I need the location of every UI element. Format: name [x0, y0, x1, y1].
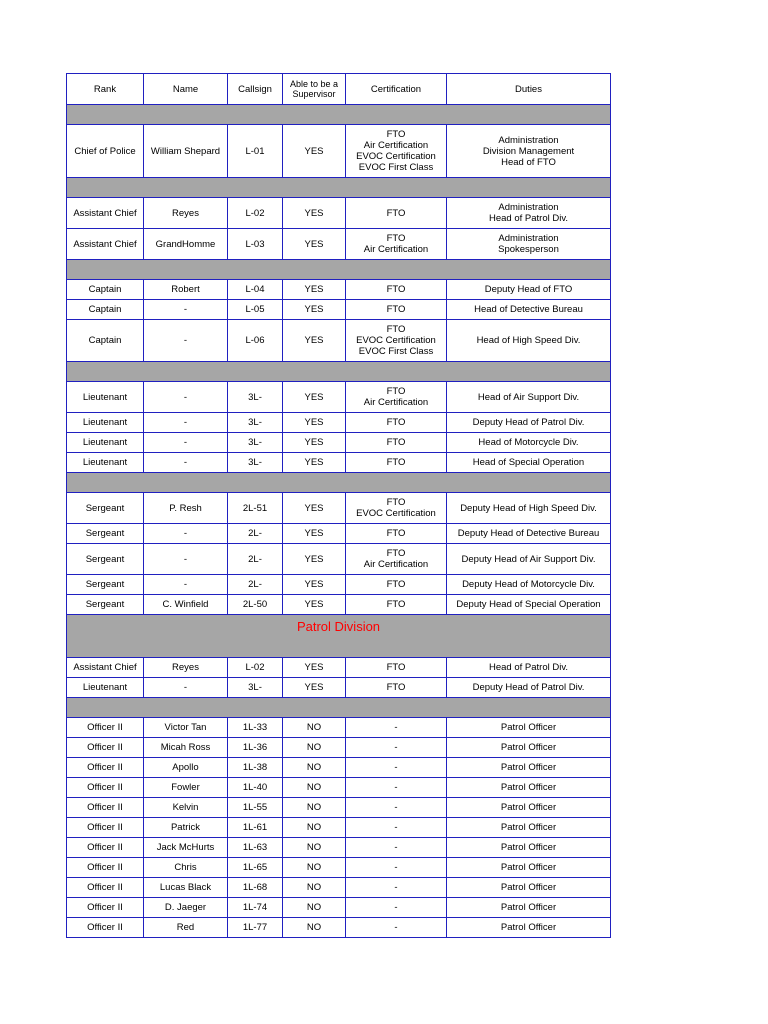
supervisor-cell: YES [283, 678, 346, 698]
rank-cell: Assistant Chief [67, 198, 144, 229]
certification-line: EVOC First Class [358, 346, 434, 357]
duties-cell [447, 300, 611, 320]
supervisor-cell: YES [283, 453, 346, 473]
certification-cell [346, 858, 447, 878]
certification-cell [346, 878, 447, 898]
duties-cell [447, 918, 611, 938]
header-supervisor: Able to be a Supervisor [283, 74, 346, 105]
callsign-cell: L-04 [228, 280, 283, 300]
callsign-cell: 2L- [228, 575, 283, 595]
name-cell: Reyes [144, 198, 228, 229]
certification-cell [346, 453, 447, 473]
name-cell: Patrick [144, 818, 228, 838]
certification-cell [346, 229, 447, 260]
rank-cell: Officer II [67, 798, 144, 818]
callsign-cell: 2L-51 [228, 493, 283, 524]
duties-cell [447, 198, 611, 229]
certification-line: EVOC Certification [356, 151, 436, 162]
supervisor-cell: YES [283, 198, 346, 229]
duties-cell [447, 738, 611, 758]
certification-line: - [394, 922, 398, 933]
duty-line: Head of FTO [501, 156, 556, 168]
callsign-cell: 3L- [228, 678, 283, 698]
duties-cell [447, 778, 611, 798]
certification-cell [346, 524, 447, 544]
separator-cell [67, 473, 611, 493]
certification-line: Air Certification [363, 244, 429, 255]
roster-row [67, 878, 611, 898]
supervisor-cell: YES [283, 320, 346, 362]
roster-row [67, 658, 611, 678]
roster-row [67, 718, 611, 738]
supervisor-cell: NO [283, 878, 346, 898]
certification-line: - [394, 842, 398, 853]
callsign-cell: 3L- [228, 433, 283, 453]
certification-line: Air Certification [363, 140, 429, 151]
duty-line: Deputy Head of Motorcycle Div. [462, 579, 595, 590]
duty-line: Administration [498, 233, 559, 244]
roster-row [67, 738, 611, 758]
division-title-row [67, 615, 611, 658]
duties-cell [447, 413, 611, 433]
callsign-cell: 1L-77 [228, 918, 283, 938]
duty-line: Patrol Officer [500, 902, 557, 913]
duty-line: Deputy Head of Patrol Div. [472, 682, 585, 693]
duty-line: Head of Special Operation [472, 457, 585, 468]
certification-line: - [394, 742, 398, 753]
roster-row [67, 818, 611, 838]
name-cell: D. Jaeger [144, 898, 228, 918]
duties-cell [447, 544, 611, 575]
duties-cell [447, 453, 611, 473]
certification-cell [346, 798, 447, 818]
roster-row [67, 575, 611, 595]
rank-cell: Lieutenant [67, 678, 144, 698]
duties-cell [447, 658, 611, 678]
header-certification: Certification [346, 74, 447, 105]
certification-line: Air Certification [363, 397, 429, 408]
certification-line: FTO [386, 579, 406, 590]
duty-line: Spokesperson [498, 244, 559, 255]
supervisor-cell: YES [283, 382, 346, 413]
certification-cell [346, 198, 447, 229]
separator-cell [67, 105, 611, 125]
certification-line: FTO [386, 548, 406, 559]
duties-cell [447, 433, 611, 453]
separator-cell [67, 260, 611, 280]
name-cell: C. Winfield [144, 595, 228, 615]
callsign-cell: 2L- [228, 524, 283, 544]
supervisor-cell: YES [283, 595, 346, 615]
callsign-cell: 3L- [228, 453, 283, 473]
duties-cell [447, 575, 611, 595]
callsign-cell: 1L-55 [228, 798, 283, 818]
duties-cell [447, 678, 611, 698]
duty-line: Patrol Officer [500, 722, 557, 733]
duties-cell [447, 858, 611, 878]
duty-line: Head of Patrol Div. [488, 213, 569, 224]
name-cell: GrandHomme [144, 229, 228, 260]
certification-cell [346, 320, 447, 362]
duty-line: Deputy Head of Patrol Div. [472, 417, 585, 428]
rank-cell: Officer II [67, 718, 144, 738]
rank-cell: Captain [67, 300, 144, 320]
callsign-cell: 3L- [228, 413, 283, 433]
duty-line: Deputy Head of Detective Bureau [457, 528, 600, 539]
separator-cell [67, 362, 611, 382]
roster-row [67, 918, 611, 938]
duties-cell [447, 524, 611, 544]
callsign-cell: 1L-40 [228, 778, 283, 798]
roster-row [67, 300, 611, 320]
certification-line: - [394, 802, 398, 813]
section-separator-row [67, 698, 611, 718]
supervisor-cell: YES [283, 493, 346, 524]
certification-cell [346, 678, 447, 698]
roster-row [67, 229, 611, 260]
certification-cell [346, 413, 447, 433]
callsign-cell: 1L-63 [228, 838, 283, 858]
certification-line: FTO [386, 324, 406, 335]
duties-cell [447, 718, 611, 738]
supervisor-cell: NO [283, 738, 346, 758]
rank-cell: Sergeant [67, 544, 144, 575]
certification-cell [346, 718, 447, 738]
supervisor-cell: NO [283, 798, 346, 818]
duty-line: Patrol Officer [500, 742, 557, 753]
rank-cell: Officer II [67, 738, 144, 758]
duty-line: Patrol Officer [500, 862, 557, 873]
rank-cell: Lieutenant [67, 382, 144, 413]
duties-cell [447, 320, 611, 362]
supervisor-cell: YES [283, 413, 346, 433]
duty-line: Patrol Officer [500, 762, 557, 773]
duty-line: Patrol Officer [500, 802, 557, 813]
roster-row [67, 493, 611, 524]
supervisor-cell: YES [283, 280, 346, 300]
division-title: Patrol Division [67, 615, 611, 658]
name-cell: P. Resh [144, 493, 228, 524]
callsign-cell: L-05 [228, 300, 283, 320]
certification-cell [346, 658, 447, 678]
supervisor-cell: NO [283, 718, 346, 738]
duty-line: Administration [498, 134, 559, 146]
callsign-cell: L-02 [228, 658, 283, 678]
certification-line: FTO [386, 682, 406, 693]
certification-line: FTO [386, 233, 406, 244]
certification-line: FTO [386, 662, 406, 673]
certification-line: FTO [386, 207, 406, 219]
name-cell: - [144, 544, 228, 575]
certification-line: EVOC First Class [358, 162, 434, 173]
name-cell: Apollo [144, 758, 228, 778]
name-cell: - [144, 300, 228, 320]
certification-cell [346, 280, 447, 300]
duties-cell [447, 758, 611, 778]
duties-cell [447, 229, 611, 260]
header-rank: Rank [67, 74, 144, 105]
rank-cell: Captain [67, 320, 144, 362]
roster-table [66, 73, 611, 938]
certification-line: FTO [386, 457, 406, 468]
callsign-cell: L-06 [228, 320, 283, 362]
certification-line: - [394, 762, 398, 773]
name-cell: - [144, 678, 228, 698]
name-cell: - [144, 413, 228, 433]
rank-cell: Officer II [67, 878, 144, 898]
roster-row [67, 280, 611, 300]
name-cell: - [144, 433, 228, 453]
supervisor-cell: NO [283, 858, 346, 878]
duties-cell [447, 838, 611, 858]
duty-line: Deputy Head of Air Support Div. [461, 553, 596, 565]
certification-cell [346, 898, 447, 918]
callsign-cell: L-01 [228, 125, 283, 178]
certification-line: - [394, 882, 398, 893]
rank-cell: Officer II [67, 778, 144, 798]
rank-cell: Sergeant [67, 493, 144, 524]
name-cell: Reyes [144, 658, 228, 678]
certification-line: FTO [386, 417, 406, 428]
rank-cell: Lieutenant [67, 433, 144, 453]
name-cell: - [144, 382, 228, 413]
certification-cell [346, 382, 447, 413]
rank-cell: Officer II [67, 918, 144, 938]
callsign-cell: L-02 [228, 198, 283, 229]
name-cell: Micah Ross [144, 738, 228, 758]
name-cell: Chris [144, 858, 228, 878]
duty-line: Head of Air Support Div. [477, 391, 580, 403]
duty-line: Administration [498, 202, 559, 213]
section-separator-row [67, 473, 611, 493]
roster-row [67, 125, 611, 178]
duty-line: Deputy Head of FTO [484, 284, 573, 295]
certification-cell [346, 838, 447, 858]
rank-cell: Sergeant [67, 524, 144, 544]
certification-line: FTO [386, 497, 406, 508]
certification-line: - [394, 902, 398, 913]
duty-line: Patrol Officer [500, 922, 557, 933]
callsign-cell: 2L-50 [228, 595, 283, 615]
certification-line: - [394, 822, 398, 833]
roster-row [67, 320, 611, 362]
supervisor-cell: YES [283, 524, 346, 544]
certification-cell [346, 778, 447, 798]
section-separator-row [67, 260, 611, 280]
callsign-cell: 1L-38 [228, 758, 283, 778]
rank-cell: Officer II [67, 758, 144, 778]
callsign-cell: 3L- [228, 382, 283, 413]
certification-line: FTO [386, 284, 406, 295]
duties-cell [447, 382, 611, 413]
name-cell: Kelvin [144, 798, 228, 818]
certification-line: - [394, 862, 398, 873]
duty-line: Deputy Head of High Speed Div. [460, 502, 597, 514]
certification-line: Air Certification [363, 559, 429, 570]
duties-cell [447, 280, 611, 300]
name-cell: Robert [144, 280, 228, 300]
roster-row [67, 382, 611, 413]
certification-cell [346, 300, 447, 320]
roster-row [67, 838, 611, 858]
certification-line: FTO [386, 129, 406, 140]
certification-line: FTO [386, 528, 406, 539]
rank-cell: Lieutenant [67, 413, 144, 433]
roster-row [67, 798, 611, 818]
rank-cell: Officer II [67, 818, 144, 838]
rank-cell: Chief of Police [67, 125, 144, 178]
rank-cell: Assistant Chief [67, 229, 144, 260]
supervisor-cell: NO [283, 918, 346, 938]
supervisor-cell: NO [283, 838, 346, 858]
roster-row [67, 198, 611, 229]
duties-cell [447, 125, 611, 178]
certification-line: EVOC Certification [356, 508, 436, 519]
callsign-cell: 1L-68 [228, 878, 283, 898]
certification-cell [346, 575, 447, 595]
roster-row [67, 858, 611, 878]
certification-line: - [394, 722, 398, 733]
name-cell: - [144, 575, 228, 595]
name-cell: - [144, 320, 228, 362]
duties-cell [447, 493, 611, 524]
section-separator-row [67, 105, 611, 125]
name-cell: - [144, 524, 228, 544]
name-cell: Lucas Black [144, 878, 228, 898]
rank-cell: Officer II [67, 898, 144, 918]
duty-line: Patrol Officer [500, 842, 557, 853]
supervisor-cell: YES [283, 433, 346, 453]
certification-line: FTO [386, 386, 406, 397]
rank-cell: Sergeant [67, 595, 144, 615]
name-cell: - [144, 453, 228, 473]
certification-line: EVOC Certification [356, 335, 436, 346]
roster-row [67, 433, 611, 453]
roster-row [67, 678, 611, 698]
callsign-cell: 2L- [228, 544, 283, 575]
duties-cell [447, 798, 611, 818]
certification-cell [346, 758, 447, 778]
section-separator-row [67, 178, 611, 198]
callsign-cell: 1L-61 [228, 818, 283, 838]
certification-cell [346, 738, 447, 758]
duties-cell [447, 898, 611, 918]
certification-cell [346, 595, 447, 615]
duty-line: Head of Patrol Div. [488, 662, 569, 673]
supervisor-cell: YES [283, 125, 346, 178]
header-duties: Duties [447, 74, 611, 105]
separator-cell [67, 178, 611, 198]
roster-row [67, 778, 611, 798]
duties-cell [447, 595, 611, 615]
certification-line: FTO [386, 304, 406, 315]
callsign-cell: 1L-33 [228, 718, 283, 738]
certification-cell [346, 544, 447, 575]
callsign-cell: 1L-74 [228, 898, 283, 918]
rank-cell: Captain [67, 280, 144, 300]
supervisor-cell: NO [283, 898, 346, 918]
certification-line: - [394, 782, 398, 793]
name-cell: Red [144, 918, 228, 938]
callsign-cell: L-03 [228, 229, 283, 260]
roster-body [67, 74, 611, 938]
certification-cell [346, 818, 447, 838]
duty-line: Patrol Officer [500, 782, 557, 793]
supervisor-cell: YES [283, 658, 346, 678]
name-cell: Victor Tan [144, 718, 228, 738]
duty-line: Deputy Head of Special Operation [456, 599, 601, 610]
supervisor-cell: YES [283, 544, 346, 575]
section-separator-row [67, 362, 611, 382]
duty-line: Head of Detective Bureau [474, 304, 583, 315]
certification-cell [346, 125, 447, 178]
supervisor-cell: NO [283, 818, 346, 838]
supervisor-cell: YES [283, 575, 346, 595]
supervisor-cell: YES [283, 300, 346, 320]
callsign-cell: 1L-65 [228, 858, 283, 878]
header-name: Name [144, 74, 228, 105]
rank-cell: Sergeant [67, 575, 144, 595]
callsign-cell: 1L-36 [228, 738, 283, 758]
duty-line: Patrol Officer [500, 882, 557, 893]
rank-cell: Assistant Chief [67, 658, 144, 678]
separator-cell [67, 698, 611, 718]
roster-row [67, 595, 611, 615]
name-cell: Jack McHurts [144, 838, 228, 858]
certification-line: FTO [386, 599, 406, 610]
certification-cell [346, 433, 447, 453]
supervisor-cell: NO [283, 778, 346, 798]
rank-cell: Officer II [67, 838, 144, 858]
rank-cell: Officer II [67, 858, 144, 878]
certification-line: FTO [386, 437, 406, 448]
roster-row [67, 898, 611, 918]
header-callsign: Callsign [228, 74, 283, 105]
duty-line: Head of High Speed Div. [476, 335, 581, 346]
roster-row [67, 524, 611, 544]
roster-row [67, 758, 611, 778]
duties-cell [447, 878, 611, 898]
rank-cell: Lieutenant [67, 453, 144, 473]
name-cell: William Shepard [144, 125, 228, 178]
supervisor-cell: NO [283, 758, 346, 778]
duty-line: Patrol Officer [500, 822, 557, 833]
certification-cell [346, 493, 447, 524]
duties-cell [447, 818, 611, 838]
supervisor-cell: YES [283, 229, 346, 260]
header-row [67, 74, 611, 105]
roster-row [67, 413, 611, 433]
certification-cell [346, 918, 447, 938]
duty-line: Division Management [482, 145, 575, 157]
roster-row [67, 453, 611, 473]
name-cell: Fowler [144, 778, 228, 798]
roster-row [67, 544, 611, 575]
duty-line: Head of Motorcycle Div. [478, 437, 579, 448]
